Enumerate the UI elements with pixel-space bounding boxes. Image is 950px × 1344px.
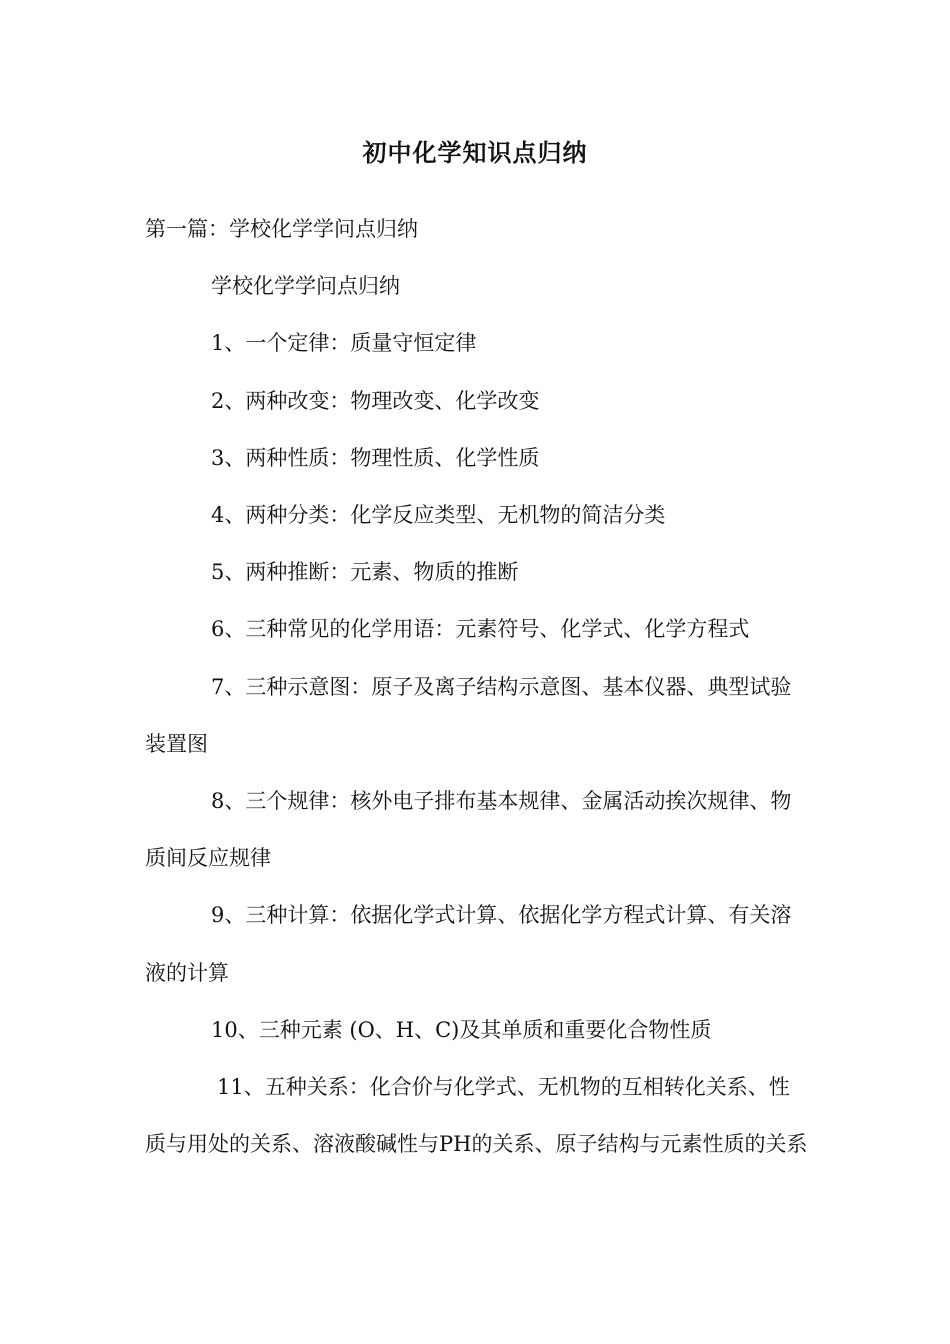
list-item: 3、两种性质：物理性质、化学性质 (211, 445, 540, 470)
list-item: 9、三种计算：依据化学式计算、依据化学方程式计算、有关溶液的计算 (145, 903, 792, 985)
list-item: 7、三种示意图：原子及离子结构示意图、基本仪器、典型试验装置图 (145, 674, 792, 756)
list-item: 6、三种常见的化学用语：元素符号、化学式、化学方程式 (211, 617, 750, 642)
list-item: 4、两种分类：化学反应类型、无机物的简洁分类 (211, 503, 666, 528)
list-item: 2、两种改变：物理改变、化学改变 (211, 388, 540, 413)
document-body (145, 201, 810, 1173)
list-item: 11、五种关系：化合价与化学式、无机物的互相转化关系、性质与用处的关系、溶液酸碱性与PH的关系、原子结构与元素性质的关系 (145, 1075, 808, 1157)
list-item: 10、三种元素 (O、H、C)及其单质和重要化合物性质 (211, 1017, 712, 1042)
list-item: 5、两种推断：元素、物质的推断 (211, 560, 519, 585)
list-item: 8、三个规律：核外电子排布基本规律、金属活动挨次规律、物质间反应规律 (145, 789, 792, 871)
subheading: 学校化学学问点归纳 (211, 274, 400, 299)
section-heading: 第一篇：学校化学学问点归纳 (145, 217, 418, 241)
list-item: 1、一个定律：质量守恒定律 (211, 331, 477, 356)
document-title: 初中化学知识点归纳 (362, 138, 588, 167)
